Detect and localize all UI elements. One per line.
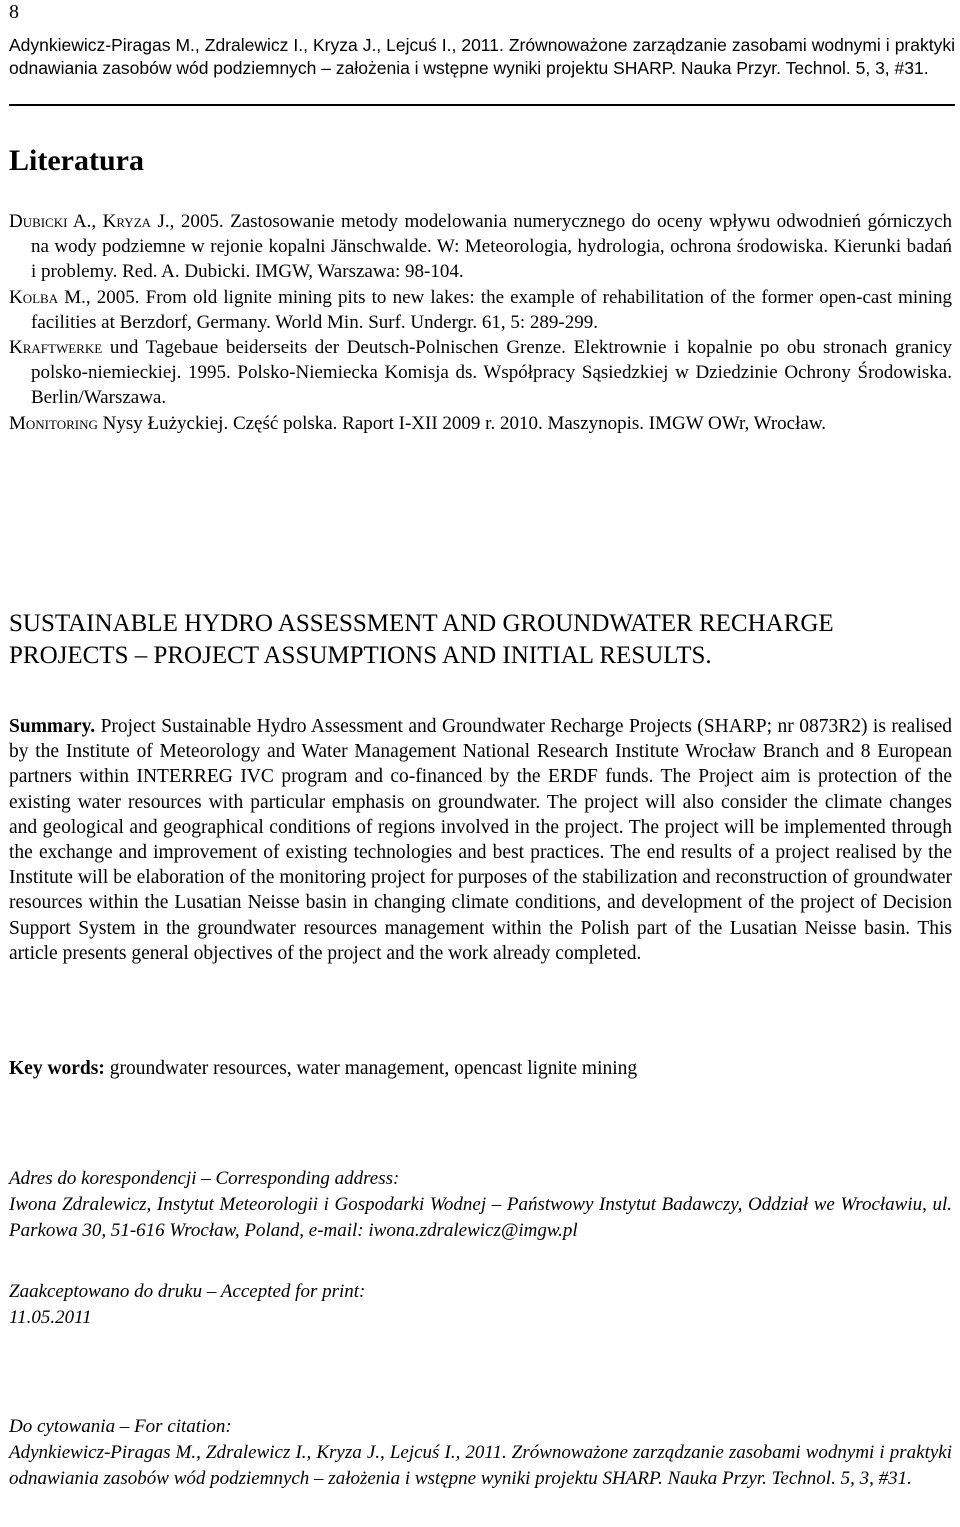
summary-text: Project Sustainable Hydro Assessment and Groundwater Recharge Projects (SHARP; nr 0873R2) is realised by the Institute of Meteorology and Water Management National Research Institute Wrocław Branch and 8 European partners within INTERREG IVC program and co-financed by the ERDF funds. The Project aim is protection of the existing water resources with particular emphasis on groundwater. The project will also consider the climate changes and geological and geographical conditions of regions involved in the project. The project will be implemented through the exchange and improvement of existing technologies and best practices. The end results of a project realised by the Institute will be elaboration of the monitoring project for purposes of the stabilization and reconstruction of groundwater resources within the Lusatian Neisse basin in changing climate conditions, and development of the project of Decision Support System in the groundwater resources management within the Polish part of the Lusatian Neisse basin. This article presents general objectives of the project and the work already completed. [9,716,952,964]
literature-heading: Literatura [9,144,144,177]
reference-text: und Tagebaue beiderseits der Deutsch-Polnischen Grenze. Elektrownie i kopalnie po obu stronach granicy polsko-niemieckiej. 1995. Polsko-Niemiecka Komisja ds. Współpracy Sąsiedzkiej w Dziedzinie Ochrony Środowiska. Berlin/Warszawa. [31,337,952,409]
reference-author: Monitoring [9,412,98,434]
reference-author: Kryza [102,211,152,232]
accepted-for-print [9,1279,952,1331]
summary-label: Summary. [9,716,96,737]
reference-author: Kraftwerke [9,337,103,359]
reference-year: M., 2005. [58,286,146,308]
reference-author: Kolba [9,286,59,308]
citation-label: Do cytowania – For citation: [9,1416,232,1437]
reference-author-suffix: A., [67,211,103,232]
header-divider [9,104,955,106]
page-number: 8 [9,1,19,23]
for-citation [9,1414,952,1492]
reference-year: J., 2005. [151,211,231,232]
reference-item [9,209,952,285]
address-label: Adres do korespondencji – Corresponding address: [9,1168,400,1189]
reference-text: From old lignite mining pits to new lakes: the example of rehabilitation of the former open-cast mining facilities at Berzdorf, Germany. World Min. Surf. Undergr. 61, 5: 289-299. [31,286,952,333]
running-header-citation: Adynkiewicz-Piragas M., Zdralewicz I., Kryza J., Lejcuś I., 2011. Zrównoważone zarządzanie zasobami wodnymi i praktyki odnawiania zasobów wód podziemnych – założenia i wstępne wyniki projektu SHARP. Nauka Przyr. Technol. 5, 3, #31. [9,35,955,78]
reference-list [9,209,952,436]
accepted-date: 11.05.2011 [9,1307,92,1328]
reference-text: Zastosowanie metody modelowania numerycznego do oceny wpływu odwodnień górniczych na wody podziemne w rejonie kopalni Jänschwalde. W: Meteorologia, hydrologia, ochrona środowiska. Kierunki badań i problemy. Red. A. Dubicki. IMGW, Warszawa: 98-104. [31,211,952,283]
reference-item [9,411,952,436]
summary-paragraph [9,714,952,966]
reference-author: Dubicki [9,211,68,232]
accepted-label: Zaakceptowano do druku – Accepted for print: [9,1281,366,1302]
address-text: Iwona Zdralewicz, Instytut Meteorologii i Gospodarki Wodnej – Państwowy Instytut Badawczy, Oddział we Wrocławiu, ul. Parkowa 30, 51-616 Wrocław, Poland, e-mail: iwona.zdralewicz@imgw.pl [9,1194,952,1241]
keywords-line [9,1056,952,1081]
keywords-text: groundwater resources, water management, opencast lignite mining [104,1058,638,1079]
english-title: SUSTAINABLE HYDRO ASSESSMENT AND GROUNDWATER RECHARGE PROJECTS – PROJECT ASSUMPTIONS AND INITIAL RESULTS. [9,610,834,669]
citation-text: Adynkiewicz-Piragas M., Zdralewicz I., Kryza J., Lejcuś I., 2011. Zrównoważone zarządzanie zasobami wodnymi i praktyki odnawiania zasobów wód podziemnych – założenia i wstępne wyniki projektu SHARP. Nauka Przyr. Technol. 5, 3, #31. [9,1442,952,1489]
reference-spacer [102,337,110,358]
reference-item [9,285,952,335]
reference-text: Nysy Łużyckiej. Część polska. Raport I-XII 2009 r. 2010. Maszynopis. IMGW OWr, Wrocław. [102,412,827,434]
reference-item [9,335,952,411]
corresponding-address [9,1166,952,1244]
keywords-label: Key words: [9,1058,105,1079]
